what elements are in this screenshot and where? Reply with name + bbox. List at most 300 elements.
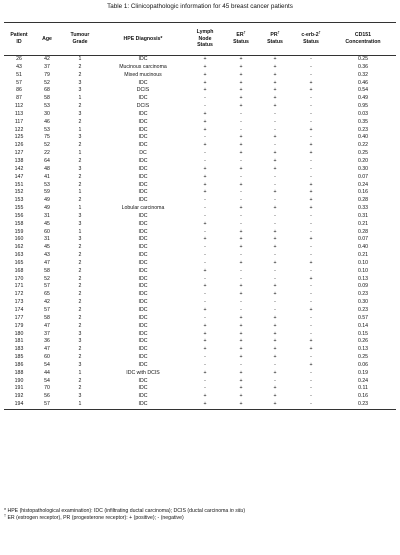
cell-lymph-node: +	[203, 79, 207, 86]
cell-tumour-grade: 1	[78, 369, 82, 376]
table-row	[4, 276, 396, 284]
cell-age: 60	[44, 354, 50, 361]
cell-er: -	[240, 307, 242, 313]
cell-patient-id: 152	[14, 189, 24, 196]
cell-cerb2: -	[310, 330, 312, 337]
cell-er: +	[239, 205, 243, 212]
cell-er: +	[239, 103, 243, 110]
cell-cd151: 0.10	[357, 267, 369, 274]
cell-hpe-diagnosis: IDC	[138, 244, 148, 251]
footnote-in-situ: in situ	[229, 508, 244, 514]
cell-tumour-grade: 3	[78, 236, 82, 243]
header-cd151-line2: Concentration	[345, 39, 381, 45]
cell-cerb2: -	[310, 322, 312, 329]
cell-lymph-node: +	[203, 126, 207, 133]
cell-er: +	[239, 314, 243, 321]
cell-pr: +	[273, 150, 277, 157]
cell-cerb2: +	[309, 275, 313, 282]
cell-cd151: 0.25	[357, 354, 369, 361]
table-row	[4, 307, 396, 315]
cell-cerb2: -	[310, 377, 312, 384]
cell-er: +	[239, 291, 243, 298]
cell-lymph-node: -	[204, 197, 206, 204]
cell-patient-id: 194	[14, 401, 24, 408]
cell-lymph-node: +	[203, 330, 207, 337]
cell-er: +	[239, 244, 243, 251]
cell-pr: -	[274, 126, 276, 133]
cell-lymph-node: -	[204, 212, 206, 219]
header-cerb2-status	[292, 23, 330, 56]
cell-pr: +	[273, 56, 277, 62]
cell-cd151: 0.11	[358, 385, 368, 392]
cell-lymph-node: +	[203, 393, 207, 400]
cell-hpe-diagnosis: IDC	[138, 165, 148, 172]
cell-er: +	[239, 385, 243, 392]
table-row	[4, 260, 396, 268]
cell-tumour-grade: 1	[78, 95, 82, 102]
cell-cerb2: -	[310, 118, 312, 125]
table-row	[4, 268, 396, 276]
cell-hpe-diagnosis: IDC	[138, 95, 148, 102]
cell-patient-id: 155	[14, 205, 24, 212]
cell-pr: -	[274, 267, 276, 274]
cell-cd151: 0.95	[357, 103, 369, 110]
header-cd151-concentration	[330, 23, 396, 56]
cell-hpe-diagnosis: IDC	[138, 393, 148, 400]
cell-tumour-grade: 2	[78, 181, 82, 188]
cell-lymph-node: +	[203, 346, 207, 353]
cell-age: 42	[44, 56, 50, 62]
cell-patient-id: 43	[16, 63, 22, 70]
cell-hpe-diagnosis: Mixed mucinous	[124, 71, 162, 78]
cell-lymph-node: +	[203, 220, 207, 227]
cell-cd151: 0.28	[357, 197, 369, 204]
cell-cd151: 0.49	[357, 95, 369, 102]
cell-hpe-diagnosis: IDC	[138, 181, 148, 188]
cell-cd151: 0.23	[357, 126, 369, 133]
cell-age: 41	[44, 173, 50, 180]
cell-tumour-grade: 1	[78, 126, 82, 133]
table-row	[4, 189, 396, 197]
table-row	[4, 221, 396, 229]
cell-er: +	[239, 354, 243, 361]
cell-er: -	[240, 361, 242, 368]
cell-hpe-diagnosis: DC	[139, 150, 147, 157]
cell-hpe-diagnosis: IDC	[138, 197, 148, 204]
cell-cd151: 0.36	[357, 63, 369, 70]
cell-cd151: 0.07	[357, 236, 369, 243]
cell-pr: -	[274, 220, 276, 227]
cell-tumour-grade: 1	[78, 401, 82, 408]
cell-tumour-grade: 3	[78, 212, 82, 219]
header-lymph-line1: Lymph	[196, 29, 214, 36]
header-er-label: ER	[236, 32, 244, 39]
cell-cerb2: -	[310, 283, 312, 290]
cell-hpe-diagnosis: IDC	[138, 212, 148, 219]
cell-cd151: 0.23	[357, 401, 369, 408]
cell-patient-id: 179	[14, 322, 24, 329]
cell-cd151: 0.30	[357, 165, 369, 172]
cell-er: -	[240, 110, 242, 117]
cell-pr: +	[273, 103, 277, 110]
cell-lymph-node: +	[203, 110, 207, 117]
cell-age: 47	[44, 322, 50, 329]
cell-lymph-node: +	[203, 322, 207, 329]
cell-hpe-diagnosis: IDC	[138, 189, 148, 196]
cell-patient-id: 186	[14, 361, 24, 368]
cell-age: 53	[44, 181, 50, 188]
table-row	[4, 252, 396, 260]
cell-er: +	[239, 283, 243, 290]
cell-patient-id: 160	[14, 236, 24, 243]
cell-er: -	[240, 212, 242, 219]
table-row	[4, 378, 396, 386]
cell-lymph-node: -	[204, 291, 206, 298]
header-tumour-grade-line1: Tumour	[70, 32, 90, 39]
cell-cd151: 0.21	[357, 220, 369, 227]
cell-er: -	[240, 126, 242, 133]
cell-lymph-node: +	[203, 181, 207, 188]
header-lymph-line2: Node	[198, 35, 212, 42]
table-row	[4, 401, 396, 409]
table-row	[4, 182, 396, 190]
cell-pr: +	[273, 259, 277, 266]
table-row	[4, 229, 396, 237]
cell-tumour-grade: 2	[78, 267, 82, 274]
cell-patient-id: 185	[14, 354, 24, 361]
cell-hpe-diagnosis: IDC	[138, 385, 148, 392]
cell-lymph-node: +	[203, 165, 207, 172]
cell-cd151: 0.26	[357, 338, 369, 345]
cell-lymph-node: -	[204, 385, 206, 392]
cell-patient-id: 151	[14, 181, 24, 188]
cell-cerb2: -	[310, 401, 312, 408]
cell-pr: +	[273, 283, 277, 290]
header-pr-dagger: †	[277, 30, 280, 35]
cell-tumour-grade: 3	[78, 79, 82, 86]
cell-patient-id: 51	[16, 71, 22, 78]
cell-age: 64	[44, 157, 50, 164]
table-row	[4, 354, 396, 362]
cell-tumour-grade: 2	[78, 118, 82, 125]
cell-er: +	[239, 87, 243, 94]
cell-age: 60	[44, 228, 50, 235]
cell-pr: +	[273, 189, 277, 196]
cell-hpe-diagnosis: IDC	[138, 118, 148, 125]
cell-pr: +	[273, 314, 277, 321]
cell-cerb2: +	[309, 346, 313, 353]
cell-age: 37	[44, 330, 50, 337]
cell-age: 58	[44, 314, 50, 321]
header-tumour-grade	[60, 23, 100, 56]
cell-cerb2: -	[310, 354, 312, 361]
cell-cerb2: +	[309, 79, 313, 86]
cell-hpe-diagnosis: IDC with DCIS	[126, 369, 160, 376]
cell-er: +	[239, 322, 243, 329]
cell-tumour-grade: 3	[78, 134, 82, 141]
header-age: Age	[42, 35, 52, 42]
cell-cerb2: +	[309, 236, 313, 243]
cell-hpe-diagnosis: IDC	[138, 401, 148, 408]
cell-age: 45	[44, 244, 50, 251]
table-row	[4, 370, 396, 378]
table-row	[4, 244, 396, 252]
cell-patient-id: 142	[14, 165, 24, 172]
footnote-hpe-close: )	[243, 508, 246, 514]
cell-cd151: 0.24	[357, 377, 369, 384]
cell-age: 36	[44, 338, 50, 345]
cell-cd151: 0.20	[357, 157, 369, 164]
table-row	[4, 134, 396, 142]
cell-tumour-grade: 2	[78, 63, 82, 70]
cell-pr: -	[274, 299, 276, 306]
cell-cd151: 0.32	[357, 71, 369, 78]
table-row	[4, 158, 396, 166]
cell-tumour-grade: 2	[78, 299, 82, 306]
cell-er: -	[240, 275, 242, 282]
cell-patient-id: 177	[14, 314, 24, 321]
cell-hpe-diagnosis: IDC	[138, 134, 148, 141]
cell-patient-id: 188	[14, 369, 24, 376]
cell-lymph-node: -	[204, 377, 206, 384]
cell-er: -	[240, 118, 242, 125]
cell-pr: -	[274, 118, 276, 125]
cell-patient-id: 125	[14, 134, 24, 141]
cell-pr: -	[274, 307, 276, 313]
header-hpe-diagnosis: HPE Diagnosis*	[123, 35, 163, 42]
cell-cd151: 0.40	[357, 244, 369, 251]
cell-age: 30	[44, 110, 50, 117]
header-er-status	[224, 23, 258, 56]
cell-cerb2: +	[309, 307, 313, 313]
cell-er: +	[239, 401, 243, 408]
cell-lymph-node: -	[204, 228, 206, 235]
cell-patient-id: 165	[14, 259, 24, 266]
cell-lymph-node: +	[203, 63, 207, 70]
cell-cerb2: -	[310, 244, 312, 251]
table-row	[4, 291, 396, 299]
cell-cd151: 0.10	[357, 259, 369, 266]
cell-cd151: 0.22	[357, 142, 369, 149]
cell-patient-id: 174	[14, 307, 24, 313]
cell-patient-id: 112	[14, 103, 24, 110]
table-row	[4, 393, 396, 401]
cell-tumour-grade: 2	[78, 275, 82, 282]
cell-er: +	[239, 142, 243, 149]
cell-age: 47	[44, 259, 50, 266]
cell-age: 48	[44, 165, 50, 172]
table-footnotes	[4, 508, 396, 522]
cell-pr: +	[273, 393, 277, 400]
cell-hpe-diagnosis: IDC	[138, 236, 148, 243]
cell-hpe-diagnosis: IDC	[138, 56, 148, 62]
cell-er: +	[239, 346, 243, 353]
cell-cerb2: -	[310, 369, 312, 376]
cell-cerb2: -	[310, 173, 312, 180]
cell-er: +	[239, 377, 243, 384]
footnote-dagger: †	[4, 513, 6, 518]
cell-cerb2: +	[309, 338, 313, 345]
cell-patient-id: 171	[14, 283, 24, 290]
cell-patient-id: 127	[14, 150, 24, 157]
table-row	[4, 205, 396, 213]
cell-cerb2: +	[309, 142, 313, 149]
cell-pr: -	[274, 181, 276, 188]
header-cerb-line2: Status	[303, 39, 319, 45]
cell-er: +	[239, 150, 243, 157]
cell-patient-id: 86	[16, 87, 22, 94]
cell-age: 31	[44, 236, 50, 243]
cell-er: +	[239, 95, 243, 102]
table-row	[4, 362, 396, 370]
table-row	[4, 213, 396, 221]
cell-cd151: 0.07	[357, 173, 369, 180]
cell-patient-id: 172	[14, 291, 24, 298]
cell-pr: +	[273, 338, 277, 345]
cell-tumour-grade: 2	[78, 377, 82, 384]
cell-cd151: 0.16	[357, 189, 369, 196]
table-row	[4, 331, 396, 339]
cell-lymph-node: -	[204, 361, 206, 368]
cell-age: 53	[44, 103, 50, 110]
cell-er: +	[239, 71, 243, 78]
table-row	[4, 323, 396, 331]
cell-cd151: 0.06	[357, 361, 369, 368]
header-cerb-dagger: †	[318, 30, 321, 35]
cell-pr: +	[273, 79, 277, 86]
cell-lymph-node: -	[204, 259, 206, 266]
footnote-receptors-text: ER (estrogen receptor), PR (progesterone receptor): + (positive); - (negative)	[7, 515, 184, 521]
cell-lymph-node: +	[203, 307, 207, 313]
table-row	[4, 95, 396, 103]
table-row	[4, 150, 396, 158]
cell-hpe-diagnosis: IDC	[138, 377, 148, 384]
cell-age: 49	[44, 197, 50, 204]
table-body	[4, 56, 396, 410]
cell-tumour-grade: 2	[78, 103, 82, 110]
cell-er: +	[239, 181, 243, 188]
cell-cd151: 0.21	[357, 252, 369, 259]
cell-cd151: 0.25	[357, 56, 369, 62]
cell-hpe-diagnosis: IDC	[138, 252, 148, 259]
cell-pr: +	[273, 369, 277, 376]
header-er-line2: Status	[233, 39, 249, 45]
cell-cerb2: -	[310, 165, 312, 172]
cell-patient-id: 168	[14, 267, 24, 274]
header-patient-id	[4, 23, 34, 56]
header-cerb-line1	[292, 32, 330, 39]
cell-patient-id: 159	[14, 228, 24, 235]
cell-cd151: 0.40	[357, 134, 369, 141]
cell-lymph-node: +	[203, 369, 207, 376]
cell-patient-id: 173	[14, 299, 24, 306]
cell-pr: +	[273, 95, 277, 102]
cell-pr: -	[274, 361, 276, 368]
cell-tumour-grade: 2	[78, 322, 82, 329]
table-row	[4, 80, 396, 88]
header-patient-id-line1: Patient	[10, 32, 28, 39]
cell-pr: -	[274, 197, 276, 204]
cell-cd151: 0.15	[357, 330, 369, 337]
cell-lymph-node: -	[204, 275, 206, 282]
footnote-hpe-text: * HPE (histopathological examination): IDC (infiltrating ductal carcinoma); DCIS (ductal carcinoma	[4, 508, 230, 514]
cell-tumour-grade: 3	[78, 165, 82, 172]
cell-hpe-diagnosis: IDC	[138, 275, 148, 282]
cell-pr: +	[273, 134, 277, 141]
cell-cerb2: +	[309, 126, 313, 133]
cell-pr: -	[274, 377, 276, 384]
cell-cerb2: -	[310, 212, 312, 219]
cell-lymph-node: -	[204, 244, 206, 251]
cell-hpe-diagnosis: IDC	[138, 346, 148, 353]
cell-cd151: 0.14	[357, 322, 369, 329]
cell-age: 58	[44, 267, 50, 274]
cell-lymph-node: +	[203, 267, 207, 274]
cell-pr: +	[273, 385, 277, 392]
cell-hpe-diagnosis: IDC	[138, 110, 148, 117]
cell-lymph-node: +	[203, 173, 207, 180]
cell-age: 53	[44, 126, 50, 133]
cell-cerb2: -	[310, 103, 312, 110]
cell-age: 52	[44, 275, 50, 282]
table-row	[4, 87, 396, 95]
cell-cd151: 0.09	[357, 283, 369, 290]
cell-tumour-grade: 2	[78, 314, 82, 321]
cell-cd151: 0.35	[357, 118, 369, 125]
cell-cerb2: -	[310, 393, 312, 400]
cell-patient-id: 158	[14, 220, 24, 227]
cell-er: +	[239, 259, 243, 266]
cell-pr: -	[274, 173, 276, 180]
cell-lymph-node: -	[204, 314, 206, 321]
cell-age: 52	[44, 79, 50, 86]
cell-pr: +	[273, 165, 277, 172]
cell-cerb2: +	[309, 259, 313, 266]
cell-er: +	[239, 330, 243, 337]
cell-tumour-grade: 3	[78, 330, 82, 337]
cell-lymph-node: -	[204, 103, 206, 110]
cell-er: -	[240, 197, 242, 204]
cell-pr: +	[273, 291, 277, 298]
cell-patient-id: 147	[14, 173, 24, 180]
cell-patient-id: 57	[16, 79, 22, 86]
cell-tumour-grade: 2	[78, 71, 82, 78]
cell-cd151: 0.13	[357, 275, 369, 282]
cell-hpe-diagnosis: DCIS	[136, 103, 150, 110]
cell-cd151: 0.33	[357, 205, 369, 212]
cell-hpe-diagnosis: Mucinous carcinoma	[119, 63, 167, 70]
cell-patient-id: 181	[14, 338, 24, 345]
cell-age: 58	[44, 95, 50, 102]
cell-lymph-node: -	[204, 252, 206, 259]
cell-patient-id: 113	[14, 110, 24, 117]
cell-cerb2: -	[310, 220, 312, 227]
header-patient-id-line2: ID	[16, 39, 22, 45]
cell-lymph-node: +	[203, 189, 207, 196]
cell-age: 57	[44, 401, 50, 408]
cell-lymph-node: -	[204, 354, 206, 361]
table-row	[4, 338, 396, 346]
cell-patient-id: 190	[14, 377, 24, 384]
cell-tumour-grade: 3	[78, 361, 82, 368]
header-pr-line1	[258, 32, 292, 39]
cell-lymph-node: -	[204, 95, 206, 102]
cell-cerb2: -	[310, 71, 312, 78]
cell-tumour-grade: 1	[78, 205, 82, 212]
cell-patient-id: 122	[14, 126, 24, 133]
cell-hpe-diagnosis: IDC	[138, 354, 148, 361]
cell-patient-id: 163	[14, 252, 24, 259]
